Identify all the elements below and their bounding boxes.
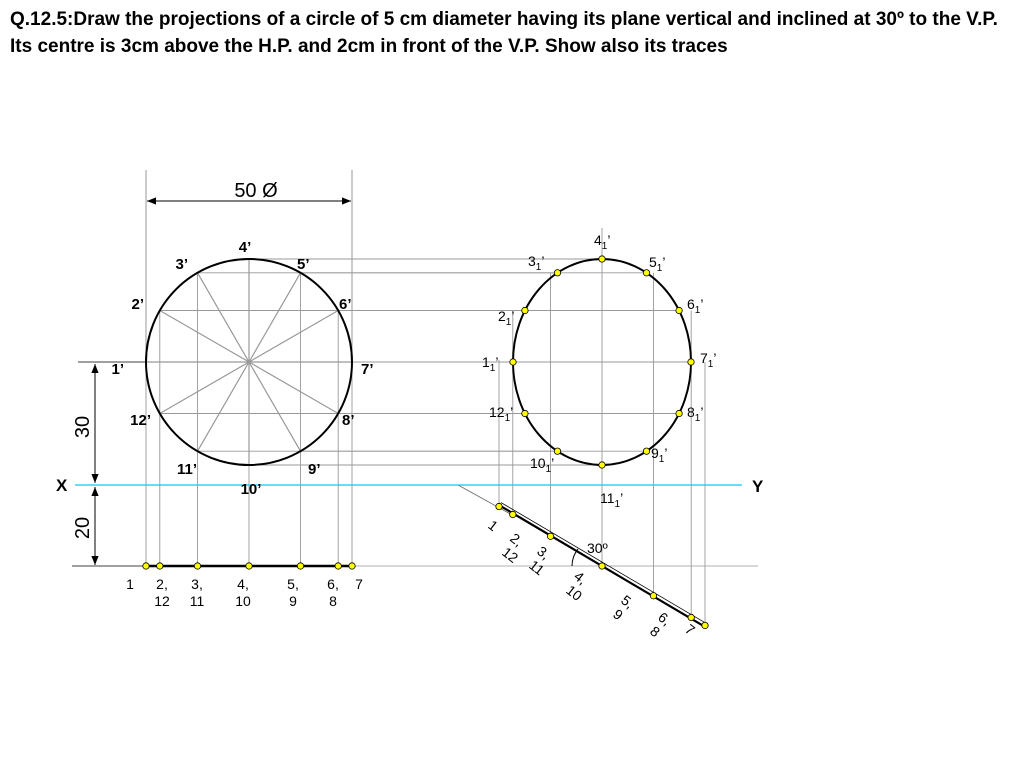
label-subscript: 1 — [694, 413, 701, 424]
top-view-point — [246, 563, 252, 569]
ellipse-point-label — [687, 296, 703, 316]
ellipse-point — [599, 256, 605, 262]
label-subscript: 1 — [505, 317, 512, 328]
top-view-point-label: 1 — [126, 576, 134, 592]
label-main: 12 — [489, 404, 505, 420]
label-main: 1 — [482, 354, 490, 370]
inclined-point — [547, 533, 553, 539]
inclined-point-label: 2, — [507, 529, 527, 550]
inclined-point-label: 4, — [571, 567, 591, 588]
top-view-point — [335, 563, 341, 569]
label-main: 7 — [700, 350, 708, 366]
inclined-extension — [458, 485, 514, 516]
inclined-point-label: 9 — [610, 605, 627, 624]
inclined-point-label: 1 — [485, 516, 502, 535]
label-main: 4 — [594, 232, 602, 248]
ellipse-point-label — [600, 490, 623, 510]
label-main: 9 — [651, 445, 659, 461]
ellipse-point — [643, 448, 649, 454]
front-view-circle — [146, 259, 352, 465]
ellipse-point — [599, 462, 605, 468]
ellipse-point — [643, 270, 649, 276]
inclined-point — [688, 614, 694, 620]
top-view-point-label: 3, — [191, 576, 203, 592]
front-view-point-label: 7’ — [361, 361, 374, 378]
label-prime: ’ — [713, 350, 717, 366]
front-view-point-label: 10’ — [240, 481, 262, 498]
height-label: 30 — [72, 415, 94, 439]
front-view-point-label: 12’ — [130, 412, 151, 429]
ellipse-point — [522, 307, 528, 313]
top-view-edge-line — [143, 563, 355, 569]
construction-lines — [146, 170, 705, 625]
ellipse-point — [510, 359, 516, 365]
top-view-point-label: 5, — [287, 576, 299, 592]
top-view-point-label: 6, — [327, 576, 339, 592]
top-view-point — [194, 563, 200, 569]
angle-label: 30º — [587, 540, 608, 556]
inclined-point-label: 7 — [682, 620, 699, 639]
top-view-point-label: 7 — [355, 576, 363, 592]
top-view-point-label: 10 — [235, 593, 251, 609]
top-view-point — [349, 563, 355, 569]
inclined-point-label: 10 — [563, 581, 586, 604]
label-subscript: 1 — [707, 359, 714, 370]
ellipse-point-label — [700, 350, 716, 370]
inclined-point — [650, 593, 656, 599]
label-subscript: 1 — [489, 363, 496, 374]
label-prime: ’ — [700, 296, 704, 312]
label-subscript: 1 — [658, 454, 665, 465]
front-view-point-label: 4’ — [238, 239, 252, 256]
label-main: 6 — [687, 296, 695, 312]
top-view-point — [297, 563, 303, 569]
ellipse-point-label — [649, 254, 665, 274]
ellipse-point-label — [482, 354, 498, 374]
label-subscript: 1 — [694, 305, 701, 316]
top-view-point-label: 12 — [154, 593, 170, 609]
inclined-point-label: 12 — [499, 543, 522, 566]
inclined-point-label: 6, — [655, 608, 675, 629]
label-prime: ’ — [700, 404, 704, 420]
top-view-point — [143, 563, 149, 569]
front-view-point-label: 3’ — [175, 256, 188, 273]
label-main: 5 — [649, 254, 657, 270]
inclined-point — [702, 622, 708, 628]
front-view-point-label: 8’ — [342, 412, 355, 429]
ellipse-point — [554, 448, 560, 454]
inclined-point-label: 3, — [534, 542, 554, 563]
ellipse-point — [676, 307, 682, 313]
inclined-point — [496, 503, 502, 509]
front-view-point-label: 1’ — [111, 361, 124, 378]
label-prime: ’ — [551, 455, 555, 471]
label-prime: ’ — [495, 354, 499, 370]
ellipse-point — [554, 270, 560, 276]
label-subscript: 1 — [504, 413, 511, 424]
top-view-point-label: 4, — [237, 576, 249, 592]
top-view-point — [157, 563, 163, 569]
front-view-point-label: 9’ — [308, 461, 321, 478]
label-main: 8 — [687, 404, 695, 420]
ellipse-point-label — [687, 404, 703, 424]
ellipse-point-label — [489, 404, 513, 424]
label-subscript: 1 — [614, 499, 621, 510]
inclined-point-label: 11 — [526, 556, 548, 579]
label-main: 10 — [530, 455, 546, 471]
label-prime: ’ — [662, 254, 666, 270]
front-view-point-label: 6’ — [339, 296, 352, 313]
label-prime: ’ — [620, 490, 624, 506]
label-prime: ’ — [511, 308, 515, 324]
x-label: X — [56, 476, 68, 495]
front-view-point-label: 2’ — [131, 296, 144, 313]
label-main: 3 — [528, 253, 536, 269]
distance-label: 20 — [72, 516, 94, 540]
front-view-point-label: 11’ — [176, 461, 197, 478]
inclined-point — [599, 563, 605, 569]
question-text: Q.12.5:Draw the projections of a circle of 5 cm diameter having its plane vertical and inclined at 30º to the V.P. Its centre is 3cm above the H.P. and 2cm in front of the V.P. Show also its traces — [10, 9, 998, 57]
top-view-point-label: 11 — [189, 593, 205, 609]
label-prime: ’ — [664, 445, 668, 461]
top-view-point-label: 2, — [156, 576, 168, 592]
label-subscript: 1 — [656, 263, 663, 274]
label-subscript: 1 — [535, 262, 542, 273]
label-main: 2 — [498, 308, 506, 324]
label-subscript: 1 — [545, 464, 552, 475]
top-view-point-label: 8 — [329, 593, 337, 609]
label-main: 11 — [600, 490, 615, 506]
static-text — [56, 180, 764, 556]
inclined-point-label: 8 — [647, 622, 664, 641]
top-view-point-label: 9 — [289, 593, 297, 609]
label-prime: ’ — [510, 404, 514, 420]
label-prime: ’ — [541, 253, 545, 269]
ellipse-point-label — [530, 455, 554, 475]
ellipse-point-label — [528, 253, 544, 273]
diameter-label: 50 Ø — [234, 180, 278, 202]
ellipse-point — [688, 359, 694, 365]
ellipse-point-label — [498, 308, 514, 328]
y-label: Y — [752, 477, 764, 496]
front-view-point-label: 5’ — [297, 256, 310, 273]
inclined-point-label: 5, — [618, 591, 638, 612]
label-subscript: 1 — [601, 241, 608, 252]
label-prime: ’ — [607, 232, 611, 248]
ellipse-point — [676, 410, 682, 416]
ellipse-point — [522, 410, 528, 416]
inclined-point — [510, 511, 516, 517]
